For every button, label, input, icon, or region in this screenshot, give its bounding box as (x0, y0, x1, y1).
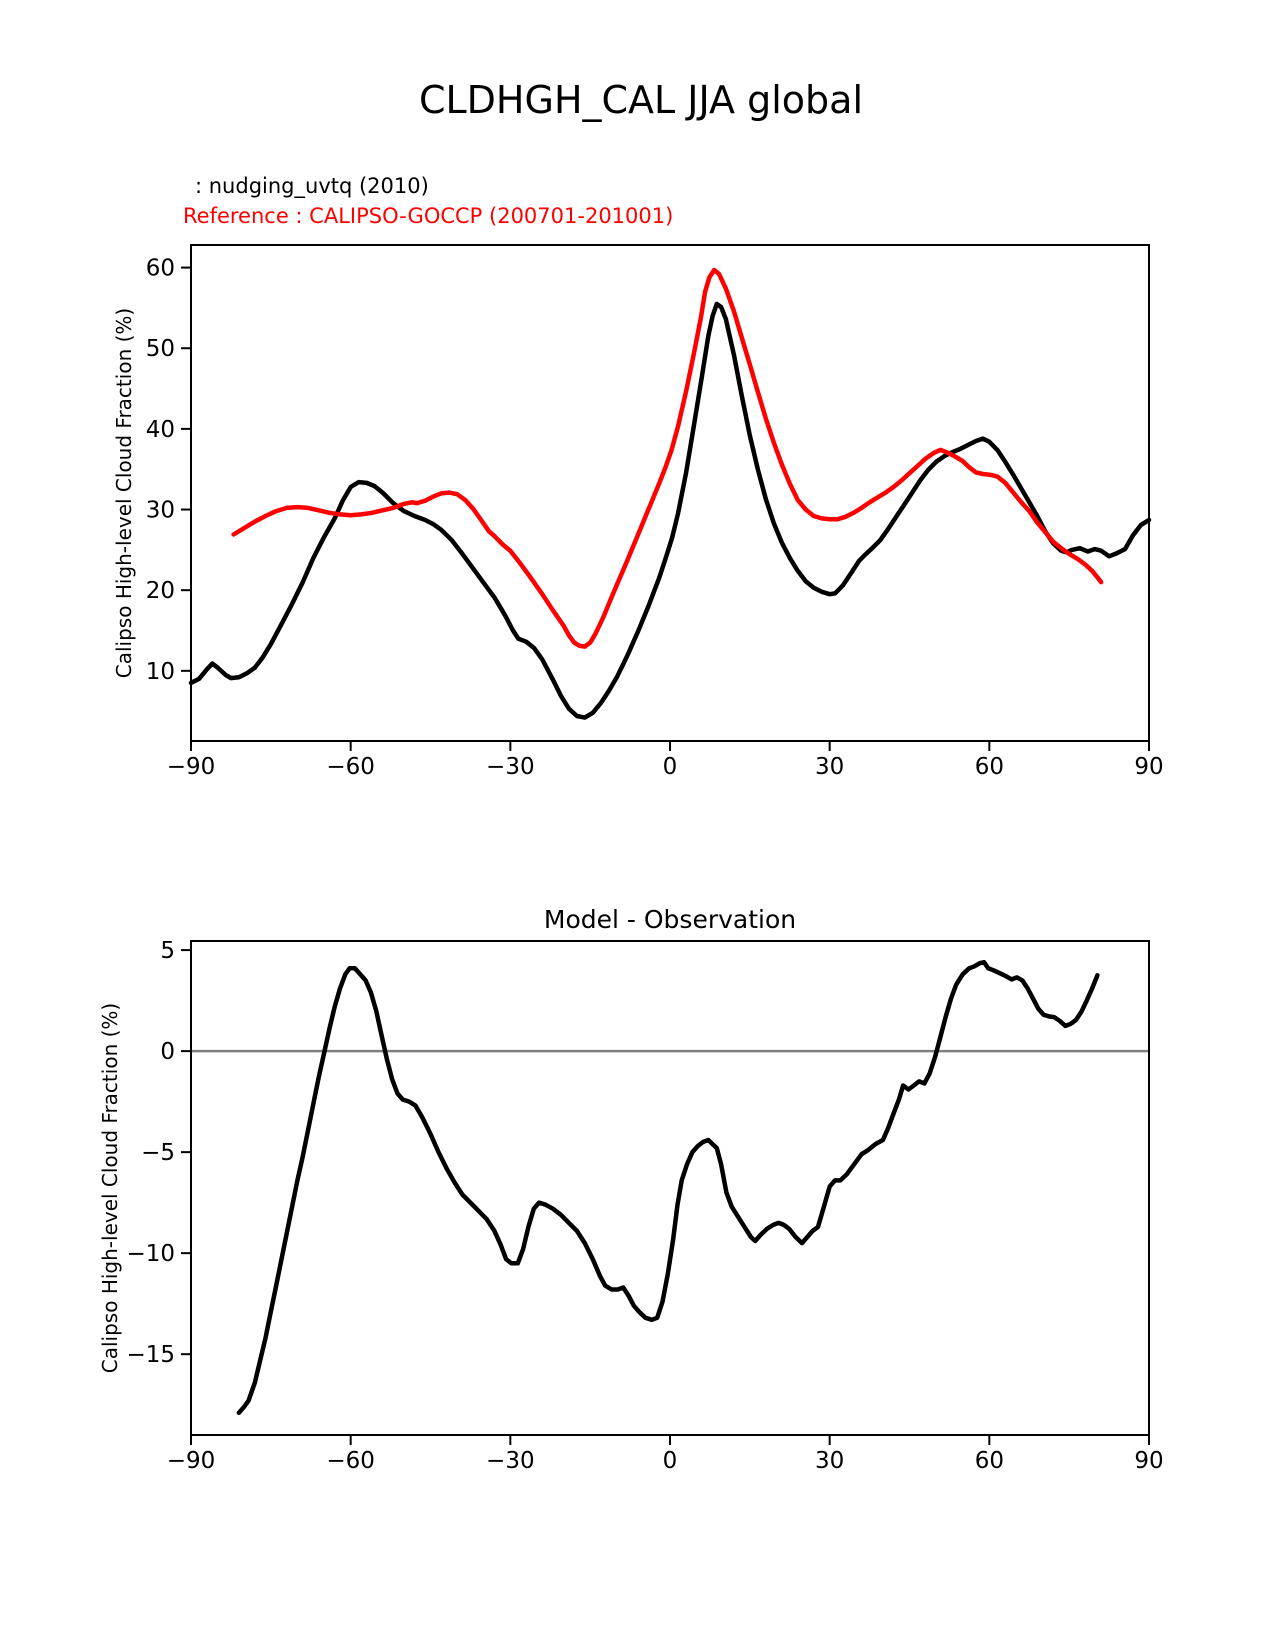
bottom-chart-x-tick-label: −30 (486, 1448, 535, 1474)
top-chart-y-tick-label: 30 (145, 497, 175, 524)
top-chart-plot-frame (191, 245, 1149, 741)
bottom-chart-y-tick-label: −15 (126, 1342, 175, 1369)
top-chart-x-tick-label: 60 (974, 754, 1004, 780)
bottom-chart-x-tick-label: −90 (166, 1448, 216, 1474)
bottom-chart-y-tick-label: −5 (141, 1140, 175, 1167)
top-chart-x-tick-label: 30 (815, 754, 845, 780)
bottom-chart-title: Model - Observation (543, 905, 797, 934)
bottom-chart-difference-series-line (239, 962, 1098, 1413)
top-chart-reference-series-line (234, 270, 1102, 647)
top-chart-y-tick-label: 60 (145, 255, 175, 282)
top-chart-ylabel: Calipso High-level Cloud Fraction (%) (112, 307, 136, 679)
bottom-chart-ylabel: Calipso High-level Cloud Fraction (%) (98, 1002, 122, 1374)
legend-model-label: : nudging_uvtq (2010) (195, 174, 429, 198)
top-chart-x-tick-label: −90 (166, 754, 216, 780)
bottom-chart-y-tick-label: 0 (160, 1039, 175, 1066)
bottom-chart-x-tick-label: 30 (815, 1448, 845, 1474)
top-chart-y-tick-label: 20 (145, 578, 175, 605)
bottom-chart-x-tick-label: 60 (974, 1448, 1004, 1474)
bottom-chart-y-tick-label: −10 (126, 1241, 175, 1268)
bottom-chart-x-tick-label: −60 (326, 1448, 375, 1474)
top-chart-x-tick-label: −60 (326, 754, 375, 780)
top-chart-y-tick-label: 40 (145, 416, 175, 443)
top-chart-x-tick-label: 0 (662, 754, 678, 780)
top-chart-model-series-line (191, 304, 1149, 718)
top-chart-y-tick-label: 50 (145, 336, 175, 363)
bottom-chart-y-tick-label: 5 (160, 938, 175, 965)
top-chart-x-tick-label: −30 (486, 754, 535, 780)
figure-title: CLDHGH_CAL JJA global (418, 78, 864, 122)
top-chart-y-tick-label: 10 (145, 658, 175, 685)
legend-reference-label: Reference : CALIPSO-GOCCP (200701-201001) (183, 204, 674, 228)
top-chart-x-tick-label: 90 (1134, 754, 1164, 780)
bottom-chart-x-tick-label: 90 (1134, 1448, 1164, 1474)
bottom-chart-x-tick-label: 0 (662, 1448, 678, 1474)
